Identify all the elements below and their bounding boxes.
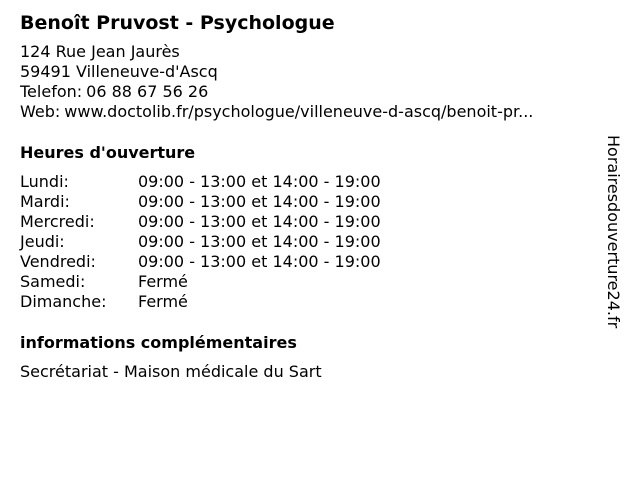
time-range: 09:00 - 13:00 et 14:00 - 19:00 xyxy=(138,192,381,211)
phone-number[interactable]: 06 88 67 56 26 xyxy=(86,82,209,101)
opening-hours-heading: Heures d'ouverture xyxy=(20,143,196,162)
time-range: Fermé xyxy=(138,292,188,311)
day-label: Vendredi: xyxy=(20,252,96,271)
business-title: Benoît Pruvost - Psychologue xyxy=(20,12,335,34)
hours-row-wednesday xyxy=(20,212,610,232)
opening-hours-list xyxy=(20,172,610,312)
phone-label: Telefon: xyxy=(20,82,83,101)
hours-row-friday xyxy=(20,252,610,272)
hours-row-sunday xyxy=(20,292,610,312)
time-range: 09:00 - 13:00 et 14:00 - 19:00 xyxy=(138,232,381,251)
hours-row-saturday xyxy=(20,272,610,292)
day-label: Mardi: xyxy=(20,192,70,211)
brand-watermark: Horairesdouverture24.fr xyxy=(604,135,623,329)
additional-info-heading: informations complémentaires xyxy=(20,333,297,352)
hours-row-thursday xyxy=(20,232,610,252)
day-label: Mercredi: xyxy=(20,212,95,231)
address-street: 124 Rue Jean Jaurès xyxy=(20,42,180,61)
phone-line xyxy=(20,82,610,102)
time-range: 09:00 - 13:00 et 14:00 - 19:00 xyxy=(138,172,381,191)
hours-row-tuesday xyxy=(20,192,610,212)
day-label: Samedi: xyxy=(20,272,86,291)
day-label: Jeudi: xyxy=(20,232,65,251)
web-label: Web: xyxy=(20,102,61,121)
time-range: Fermé xyxy=(138,272,188,291)
time-range: 09:00 - 13:00 et 14:00 - 19:00 xyxy=(138,212,381,231)
address-city: 59491 Villeneuve-d'Ascq xyxy=(20,62,218,81)
time-range: 09:00 - 13:00 et 14:00 - 19:00 xyxy=(138,252,381,271)
website-link[interactable]: www.doctolib.fr/psychologue/villeneuve-d-ascq/benoit-pr... xyxy=(64,102,534,121)
additional-info-text: Secrétariat - Maison médicale du Sart xyxy=(20,362,322,381)
business-card xyxy=(20,10,610,382)
day-label: Lundi: xyxy=(20,172,69,191)
hours-row-monday xyxy=(20,172,610,192)
web-line xyxy=(20,102,610,122)
day-label: Dimanche: xyxy=(20,292,107,311)
